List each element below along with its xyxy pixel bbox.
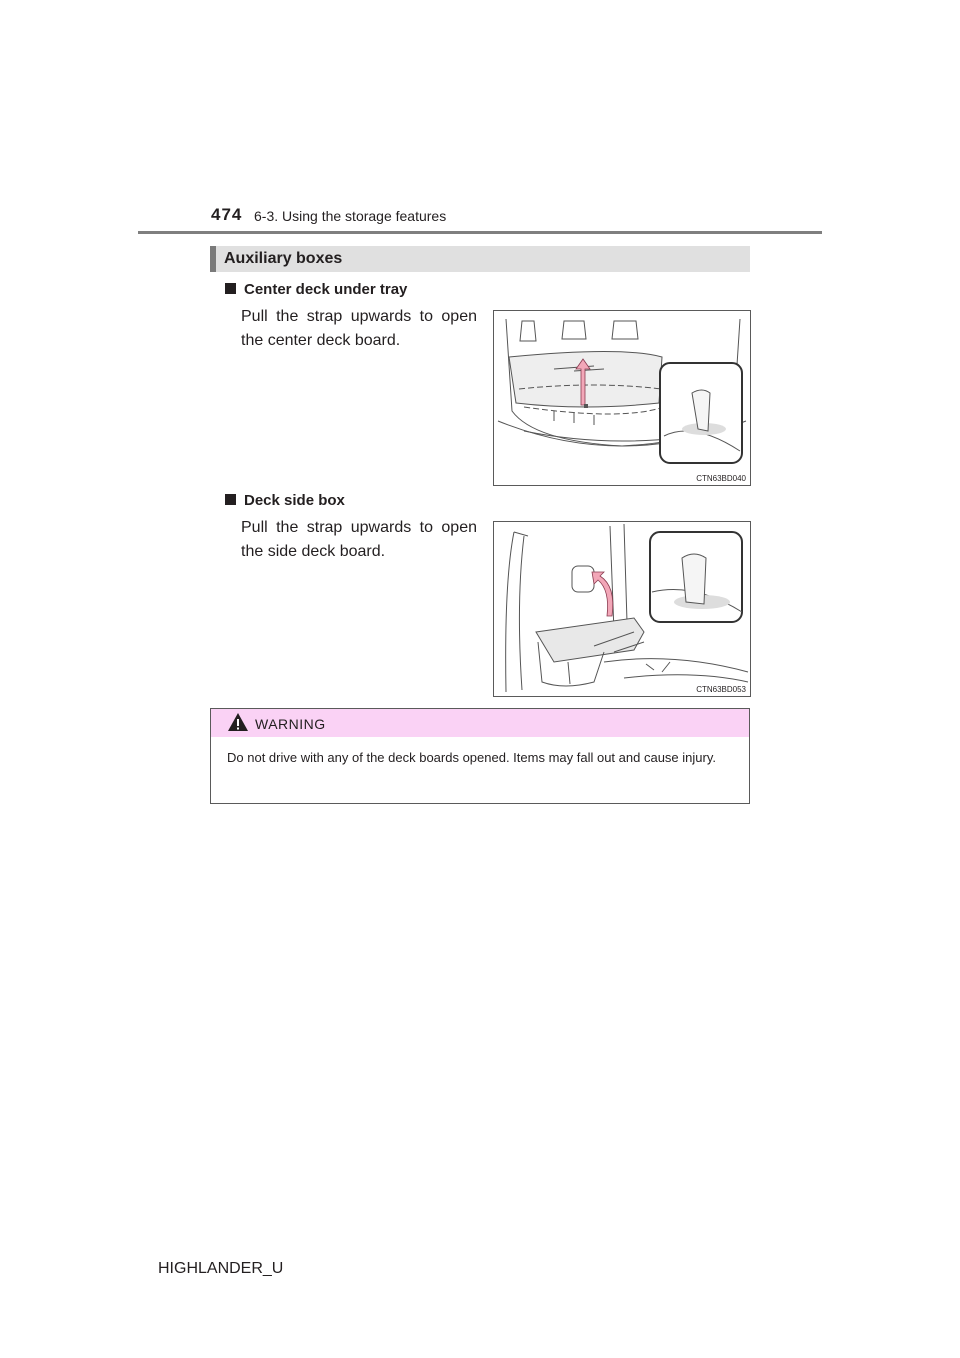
item-text-side-box: Pull the strap upwards to open the side deck board. bbox=[241, 519, 477, 560]
figure-code: CTN63BD053 bbox=[696, 685, 746, 694]
item-heading-center-deck: Center deck under tray bbox=[225, 281, 407, 298]
figure-side-box bbox=[493, 521, 751, 697]
item-heading-side-box: Deck side box bbox=[225, 492, 345, 509]
chapter-title: 6-3. Using the storage features bbox=[254, 208, 447, 224]
header-divider bbox=[138, 231, 822, 234]
item-text-center-deck: Pull the strap upwards to open the center deck board. bbox=[241, 308, 477, 349]
square-bullet-icon bbox=[225, 283, 236, 294]
square-bullet-icon bbox=[225, 494, 236, 505]
figure-code: CTN63BD040 bbox=[696, 474, 746, 483]
page-number: 474 bbox=[211, 205, 243, 224]
warning-text: Do not drive with any of the deck boards opened. Items may fall out and cause injury. bbox=[227, 750, 716, 765]
center-deck-illustration bbox=[494, 311, 750, 485]
side-box-illustration bbox=[494, 522, 750, 696]
section-title-bar bbox=[210, 246, 750, 272]
section-accent bbox=[210, 246, 216, 272]
warning-label: WARNING bbox=[255, 716, 326, 732]
warning-box bbox=[210, 708, 750, 804]
section-title: Auxiliary boxes bbox=[224, 250, 343, 267]
footer-model: HIGHLANDER_U bbox=[158, 1260, 284, 1277]
curved-arrow-icon bbox=[592, 572, 613, 616]
figure-center-deck bbox=[493, 310, 751, 486]
warning-header bbox=[211, 709, 749, 737]
warning-triangle-icon bbox=[227, 712, 249, 732]
